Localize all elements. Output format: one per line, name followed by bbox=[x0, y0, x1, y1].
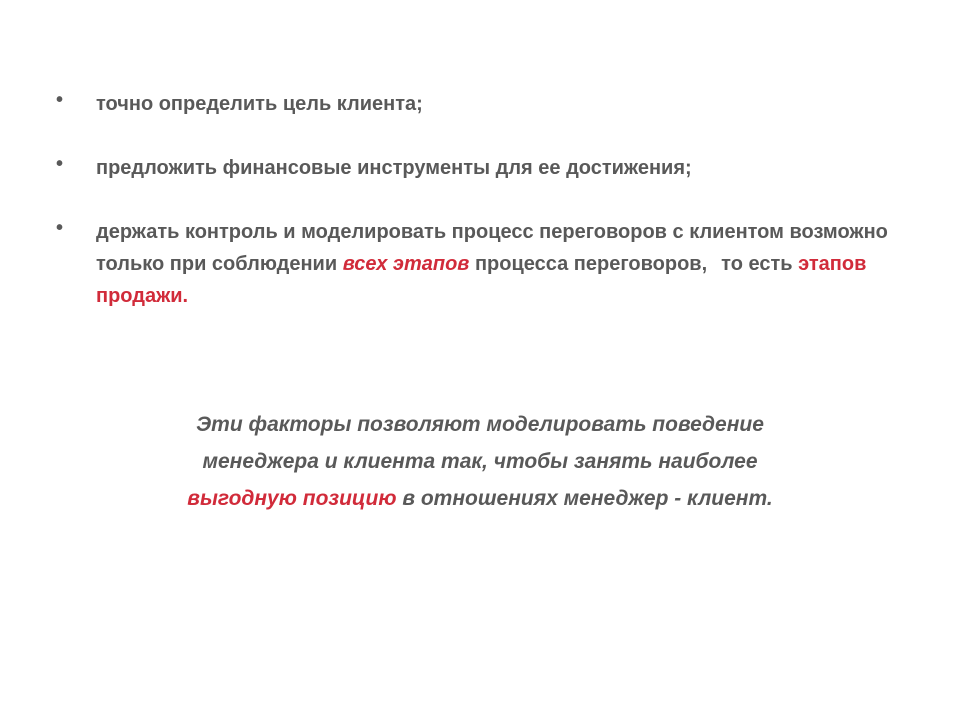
bullet-text: процесса переговоров, bbox=[469, 253, 708, 275]
bullet-marker: • bbox=[56, 153, 64, 175]
accent-all-stages: всех этапов bbox=[342, 253, 470, 275]
bullet-item-goal bbox=[56, 88, 916, 120]
bullet-list bbox=[56, 88, 916, 312]
conclusion-line-3 bbox=[0, 480, 960, 517]
conclusion-line-1: Эти факторы позволяют моделировать поведение bbox=[196, 413, 764, 436]
conclusion-text bbox=[0, 406, 960, 517]
bullet-item-instruments bbox=[56, 152, 916, 184]
bullet-text: держать контроль и моделировать процесс переговоров с клиентом возможно только при соблюдении bbox=[96, 221, 888, 275]
highlight-advantageous-position: выгодную позицию bbox=[187, 487, 397, 510]
conclusion-line-2: менеджера и клиента так, чтобы занять наиболее bbox=[202, 450, 758, 473]
bullet-marker: • bbox=[56, 89, 64, 111]
bullet-item-control bbox=[56, 216, 916, 312]
accent-sales-stages: этапов продажи. bbox=[96, 253, 867, 307]
bullet-text: предложить финансовые инструменты для ее достижения; bbox=[96, 157, 692, 179]
conclusion-line-3-rest: в отношениях менеджер - клиент. bbox=[396, 487, 773, 510]
bullet-text: точно определить цель клиента; bbox=[96, 93, 423, 115]
bullet-text: то есть bbox=[721, 253, 799, 275]
bullet-marker: • bbox=[56, 217, 64, 239]
